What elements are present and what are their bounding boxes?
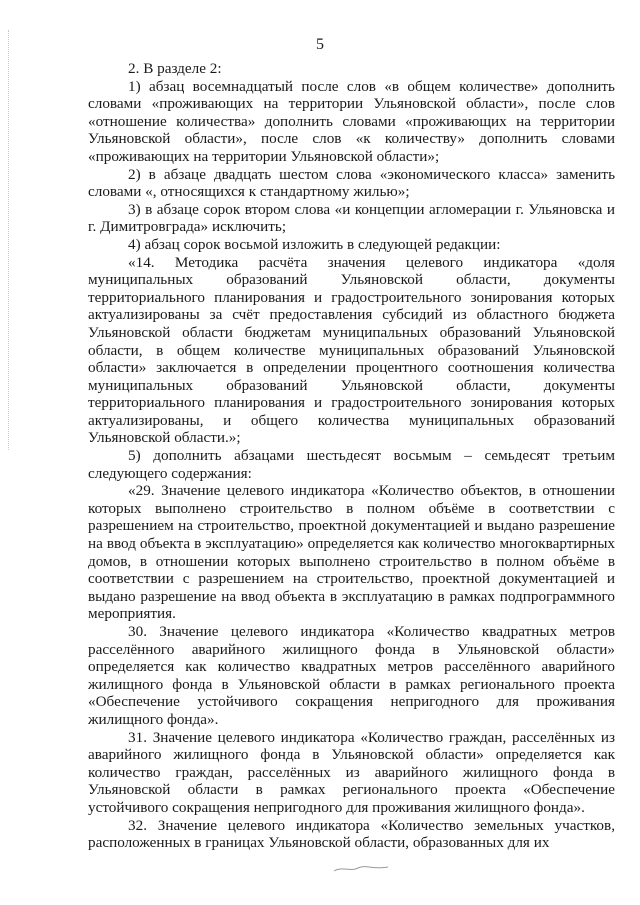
paragraph-30: 30. Значение целевого индикатора «Количество квадратных метров расселённого аварийного жилищного фонда в Ульяновской области» определяется как количество квадратных метров расселённого аварийного жилищного фонда в Ульяновской области в рамках регионального проекта «Обеспечение устойчивого сокращения непригодного для проживания жилищного фонда». (88, 623, 615, 728)
paragraph-item-3: 3) в абзаце сорок втором слова «и концепции агломерации г. Ульяновска и г. Димитровграда» исключить; (88, 200, 615, 236)
paragraph-item-4: 4) абзац сорок восьмой изложить в следующей редакции: (128, 235, 501, 253)
page-number: 5 (316, 36, 324, 53)
paragraph-section-heading: 2. В разделе 2: (128, 60, 222, 77)
document-body (88, 60, 615, 852)
paragraph-item-1: 1) абзац восемнадцатый после слов «в общем количестве» дополнить словами «проживающих на территории Ульяновской области», после слов «отношение количества» дополнить словами «проживающих на территории Ульяновской области», после слов «к количеству» дополнить словами «проживающих на территории Ульяновской области»; (88, 77, 615, 165)
paragraph-quote-29: «29. Значение целевого индикатора «Количество объектов, в отношении которых выполнено строительство в полном объёме в соответствии с разрешением на строительство, проектной документацией и выдано разрешение на ввод объекта в эксплуатацию» определяется как количество многоквартирных домов, в отношении которых выполнено строительство в полном объёме в соответствии с разрешением на строительство, проектной документацией и выдано разрешение на ввод объекта в эксплуатацию в рамках подпрограммного мероприятия. (88, 482, 615, 623)
paragraph-31: 31. Значение целевого индикатора «Количество граждан, расселённых из аварийного жилищного фонда в Ульяновской области» определяется как количество граждан, расселённых из аварийного жилищного фонда в Ульяновской области в рамках регионального проекта «Обеспечение устойчивого сокращения непригодного для проживания жилищного фонда». (88, 728, 615, 816)
paragraph-item-5: 5) дополнить абзацами шестьдесят восьмым – семьдесят третьим следующего содержания: (88, 447, 615, 482)
pen-mark (332, 862, 392, 876)
scan-margin-marks (8, 30, 11, 450)
paragraph-32: 32. Значение целевого индикатора «Количество земельных участков, расположенных в границах Ульяновской области, образованных для их (88, 816, 615, 852)
paragraph-quote-14: «14. Методика расчёта значения целевого индикатора «доля муниципальных образований Ульяновской области, документы территориального планирования и градостроительного зонирования которых актуализированы за счёт предоставления субсидий из областного бюджета Ульяновской области бюджетам муниципальных образований Ульяновской области, в общем количестве муниципальных образований Ульяновской области» заключается в определении процентного соотношения количества муниципальных образований Ульяновской области, документы территориального планирования и градостроительного зонирования которых актуализированы, и общего количества муниципальных образований Ульяновской области.»; (88, 253, 615, 447)
paragraph-item-2: 2) в абзаце двадцать шестом слова «экономического класса» заменить словами «, относящихся к стандартному жилью»; (88, 165, 615, 201)
